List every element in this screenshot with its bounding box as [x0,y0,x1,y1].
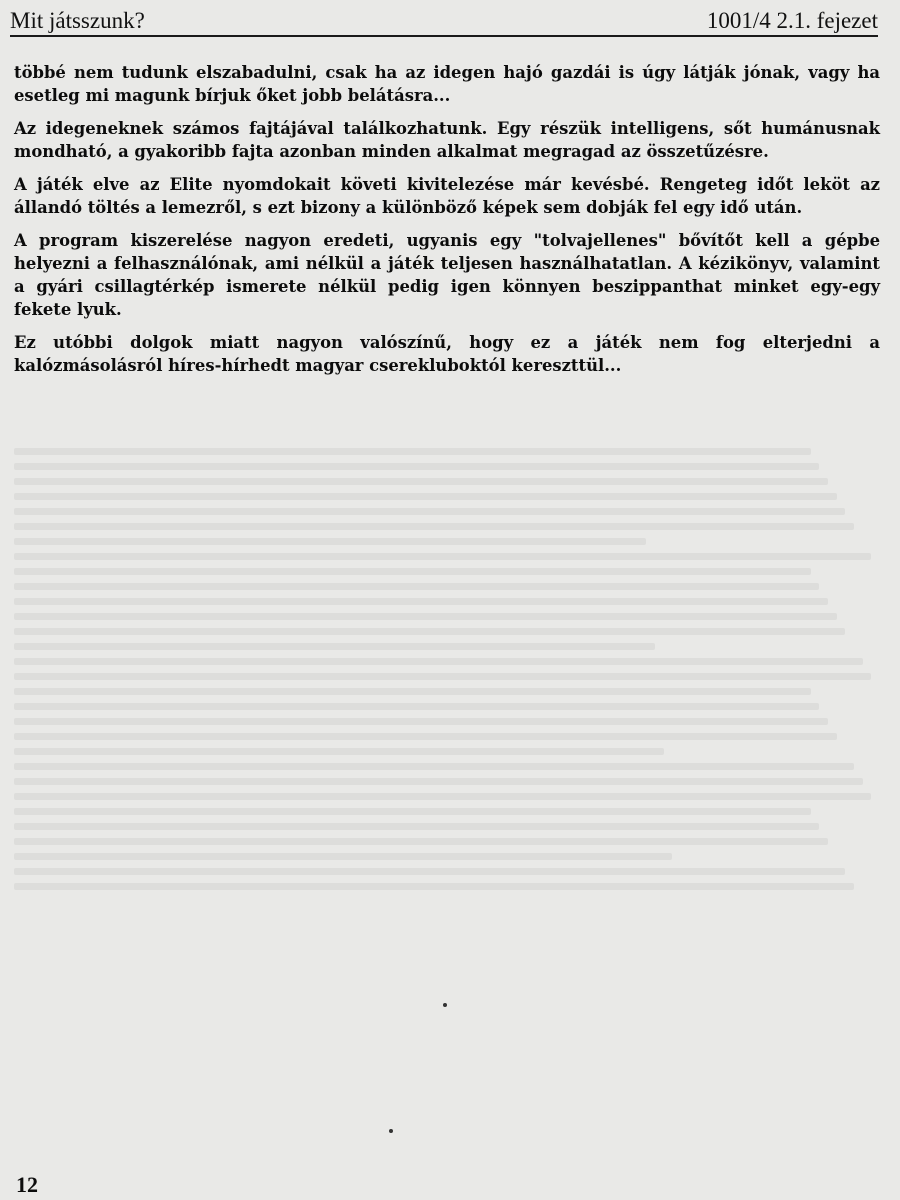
header-chapter-reference: 1001/4 2.1. fejezet [706,8,878,33]
bleed-through-line [14,673,871,680]
paragraph: Ez utóbbi dolgok miatt nagyon valószínű, hogy ez a játék nem fog elterjedni a kalózmásolásról híres-hírhedt magyar cserekluboktól kereszttül... [14,333,880,375]
page-number: 12 [16,1172,38,1197]
bleed-through-line [14,793,871,800]
bleed-through-line [14,583,819,590]
paragraph: A játék elve az Elite nyomdokait követi kivitelezése már kevésbé. Rengeteg időt leköt az állandó töltés a lemezről, s ezt bizony a különböző képek sem dobják fel egy idő után. [14,175,880,217]
bleed-through-line [14,748,664,755]
bleed-through-line [14,598,828,605]
bleed-through-line [14,733,837,740]
bleed-through-line [14,568,811,575]
bleed-through-line [14,688,811,695]
bleed-through-line [14,643,655,650]
bleed-through-line [14,508,845,515]
bleed-through-line [14,628,845,635]
bleed-through-line [14,808,811,815]
bleed-through-line [14,703,819,710]
print-speck [389,1129,393,1133]
bleed-through-line [14,658,863,665]
bleed-through-line [14,478,828,485]
bleed-through-line [14,463,819,470]
paragraph: többé nem tudunk elszabadulni, csak ha az idegen hajó gazdái is úgy látják jónak, vagy ha esetleg mi magunk bírjuk őket jobb belátásra... [14,63,880,105]
bleed-through-line [14,778,863,785]
bleed-through-line [14,868,845,875]
print-speck [443,1003,447,1007]
header-rule [10,35,878,37]
bleed-through-line [14,823,819,830]
bleed-through-line [14,493,837,500]
bleed-through-line [14,718,828,725]
paragraph: A program kiszerelése nagyon eredeti, ugyanis egy "tolvajellenes" bővítőt kell a gépbe helyezni a felhasználónak, ami nélkül a játék teljesen használhatatlan. A kézikönyv, valamint a gyári csillagtérkép ismerete nélkül pedig igen könnyen beszippanthat minket egy-egy fekete lyuk. [14,231,880,319]
bleed-through-line [14,448,811,455]
bleed-through-line [14,853,672,860]
paragraph: Az idegeneknek számos fajtájával találkozhatunk. Egy részük intelligens, sőt humánusnak mondható, a gyakoribb fajta azonban minden alkalmat megragad az összetűzésre. [14,119,880,161]
bleed-through-line [14,523,854,530]
bleed-through-line [14,883,854,890]
running-header [10,6,878,36]
bleed-through-line [14,538,646,545]
bleed-through-line [14,553,871,560]
bleed-through-line [14,613,837,620]
article-body [14,61,880,387]
bleed-through-texture [14,440,880,1120]
header-title: Mit játsszunk? [10,8,145,33]
bleed-through-line [14,763,854,770]
bleed-through-line [14,838,828,845]
